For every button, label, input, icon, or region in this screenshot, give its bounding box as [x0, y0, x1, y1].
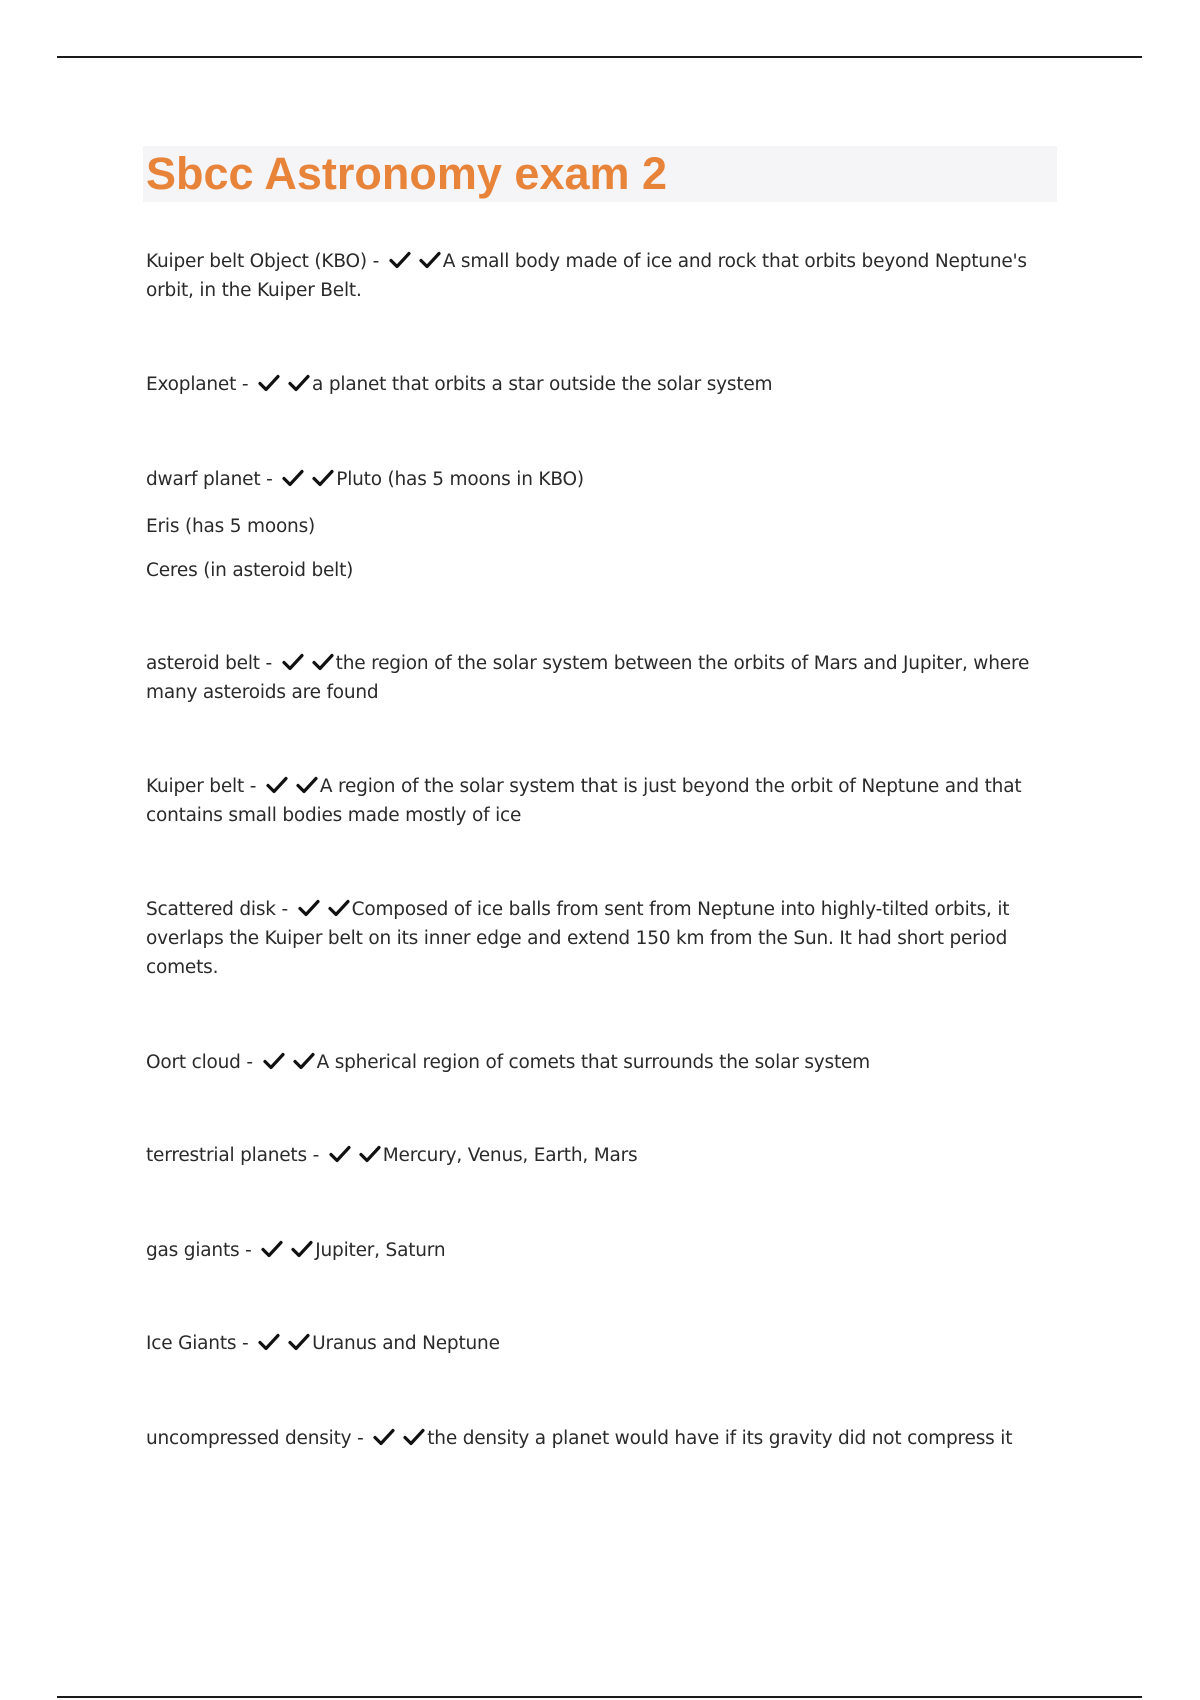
separator: -: [236, 1333, 255, 1354]
separator: -: [244, 776, 262, 797]
dwarf-planet-extra-line: Ceres (in asteroid belt): [146, 560, 354, 581]
checkmark-icon: [288, 1333, 310, 1351]
term: Scattered disk: [146, 899, 276, 920]
document-title: Sbcc Astronomy exam 2: [146, 148, 668, 199]
definition: a planet that orbits a star outside the solar system: [312, 374, 773, 395]
checkmark-icon: [419, 251, 441, 269]
checkmark-icon: [266, 776, 288, 794]
checkmark-icon: [312, 469, 334, 487]
checkmark-icon: [282, 653, 304, 671]
separator: -: [306, 1145, 325, 1166]
separator: -: [240, 1052, 259, 1073]
entry-oort-cloud: [146, 1048, 1046, 1077]
entry-terrestrial-planets: [146, 1141, 1046, 1170]
bottom-rule: [57, 1696, 1142, 1698]
checkmark-icon: [312, 653, 334, 671]
entry-dwarf-planet: [146, 465, 1046, 494]
entry-exoplanet: [146, 370, 1046, 399]
term: dwarf planet: [146, 469, 261, 490]
checkmark-icon: [258, 1333, 280, 1351]
separator: -: [275, 899, 294, 920]
term: Kuiper belt: [146, 776, 245, 797]
definition: A region of the solar system that is just beyond the orbit of Neptune and that contains small bodies made mostly of ice: [146, 776, 1022, 826]
entry-kbo: [146, 247, 1046, 305]
top-rule: [57, 56, 1142, 58]
checkmark-icon: [328, 899, 350, 917]
term: Ice Giants: [146, 1333, 237, 1354]
checkmark-icon: [291, 1240, 313, 1258]
checkmark-icon: [359, 1145, 381, 1163]
term: Exoplanet: [146, 374, 237, 395]
separator: -: [259, 653, 278, 674]
checkmark-icon: [298, 899, 320, 917]
entry-asteroid-belt: [146, 649, 1046, 707]
checkmark-icon: [373, 1428, 395, 1446]
term: Oort cloud: [146, 1052, 241, 1073]
checkmark-icon: [258, 374, 280, 392]
separator: -: [351, 1428, 370, 1449]
separator: -: [260, 469, 279, 490]
checkmark-icon: [329, 1145, 351, 1163]
term: asteroid belt: [146, 653, 260, 674]
definition: the region of the solar system between the orbits of Mars and Jupiter, where many asteroids are found: [146, 653, 1030, 703]
checkmark-icon: [261, 1240, 283, 1258]
definition: A small body made of ice and rock that orbits beyond Neptune's orbit, in the Kuiper Belt.: [146, 251, 1027, 301]
checkmark-icon: [389, 251, 411, 269]
definition: Pluto (has 5 moons in KBO): [336, 469, 584, 490]
definition: Uranus and Neptune: [312, 1333, 500, 1354]
entry-kuiper-belt: [146, 772, 1046, 830]
definition: Composed of ice balls from sent from Neptune into highly-tilted orbits, it overlaps the Kuiper belt on its inner edge and extend 150 km from the Sun. It had short period comets.: [146, 899, 1010, 978]
entry-ice-giants: [146, 1329, 1046, 1358]
entry-scattered-disk: [146, 895, 1046, 982]
definition: Mercury, Venus, Earth, Mars: [382, 1145, 638, 1166]
definition: A spherical region of comets that surrounds the solar system: [316, 1052, 870, 1073]
entry-uncompressed-density: [146, 1424, 1046, 1453]
checkmark-icon: [263, 1052, 285, 1070]
separator: -: [236, 374, 255, 395]
term: uncompressed density: [146, 1428, 352, 1449]
dwarf-planet-extra-line: Eris (has 5 moons): [146, 516, 316, 537]
term: Kuiper belt Object (KBO): [146, 251, 367, 272]
checkmark-icon: [293, 1052, 315, 1070]
checkmark-icon: [403, 1428, 425, 1446]
checkmark-icon: [288, 374, 310, 392]
definition: Jupiter, Saturn: [315, 1240, 446, 1261]
term: gas giants: [146, 1240, 240, 1261]
term: terrestrial planets: [146, 1145, 307, 1166]
definition: the density a planet would have if its gravity did not compress it: [427, 1428, 1013, 1449]
separator: -: [366, 251, 385, 272]
separator: -: [239, 1240, 258, 1261]
checkmark-icon: [296, 776, 318, 794]
checkmark-icon: [282, 469, 304, 487]
entry-gas-giants: [146, 1236, 1046, 1265]
